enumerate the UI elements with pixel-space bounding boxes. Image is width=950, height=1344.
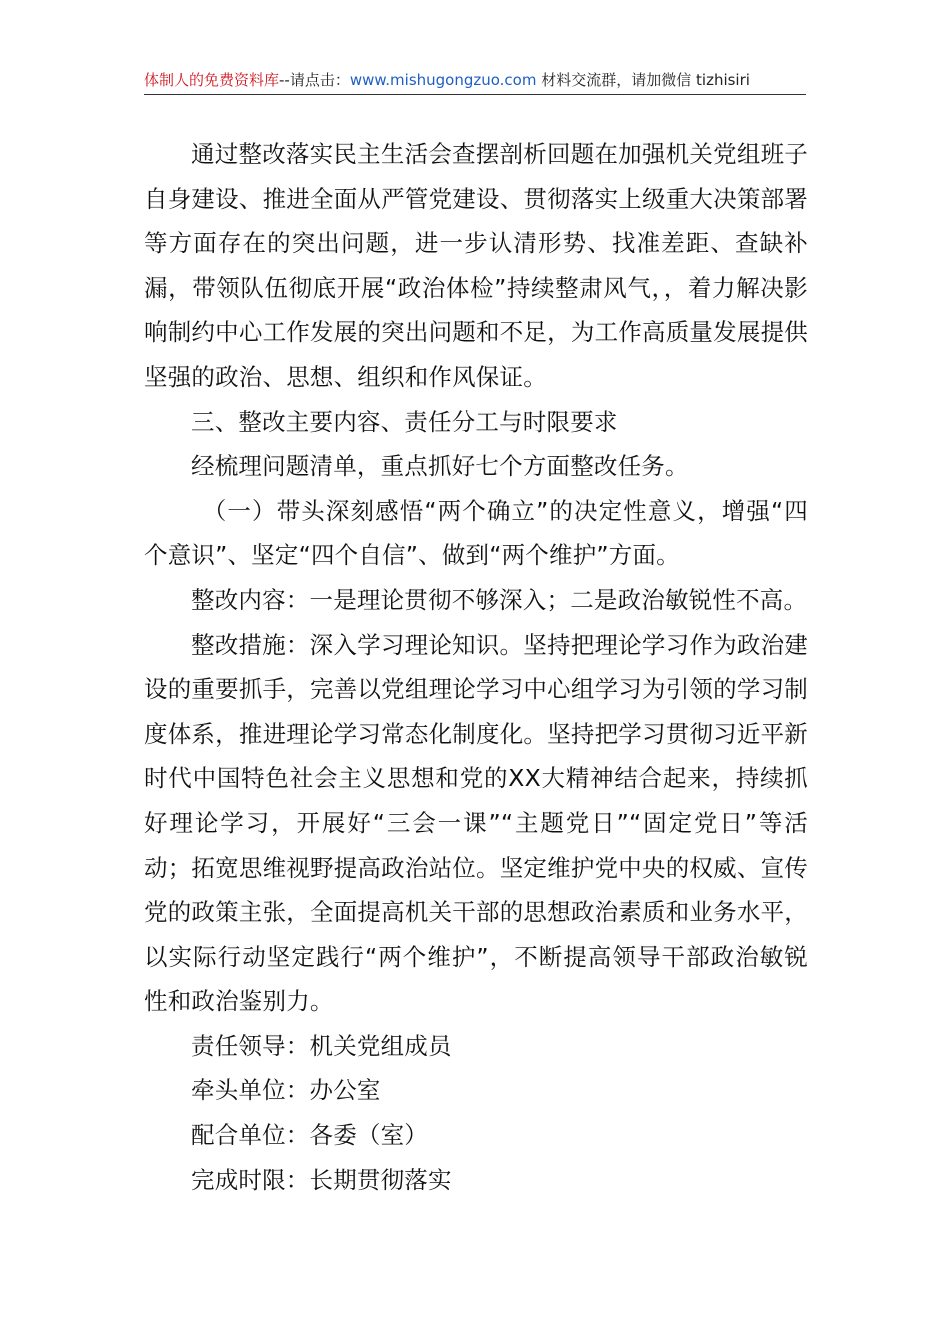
paragraph-rectification-content: 整改内容：一是理论贯彻不够深入；二是政治敏锐性不高。	[191, 585, 808, 614]
paragraph-lead-unit: 牵头单位：办公室	[191, 1076, 381, 1105]
header-url-link[interactable]: www.mishugongzuo.com	[349, 71, 537, 89]
page-header	[144, 68, 806, 95]
paragraph-rectification-measures: 整改措施：深入学习理论知识。坚持把理论学习作为政治建设的重要抓手，完善以党组理论学习中心组学习为引领的学习制度体系，推进理论学习常态化制度化。坚持把学习贯彻习近平新时代中国特色社会主义思想和党的XX大精神结合起来，持续抓好理论学习，开展好“三会一课”“主题党日”“固定党日”等活动；拓宽思维视野提高政治站位。坚定维护党中央的权威、宣传党的政策主张，全面提高机关干部的思想政治素质和业务水平，以实际行动坚定践行“两个维护”，不断提高领导干部政治敏锐性和政治鉴别力。	[144, 630, 808, 1016]
header-prompt: --请点击：	[279, 71, 350, 89]
document-body	[144, 132, 808, 1202]
paragraph-deadline: 完成时限：长期贯彻落实	[191, 1165, 452, 1194]
subsection-heading-1: （一）带头深刻感悟“两个确立”的决定性意义，增强“四个意识”、坚定“四个自信”、做到“两个维护”方面。	[144, 496, 808, 570]
section-heading-3: 三、整改主要内容、责任分工与时限要求	[191, 407, 618, 436]
header-contact: 材料交流群，请加微信 tizhisiri	[536, 71, 750, 89]
paragraph-cooperating-unit: 配合单位：各委（室）	[191, 1121, 428, 1150]
header-brand: 体制人的免费资料库	[144, 71, 280, 89]
paragraph-purpose: 通过整改落实民主生活会查摆剖析回题在加强机关党组班子自身建设、推进全面从严管党建设、贯彻落实上级重大决策部署等方面存在的突出问题，进一步认清形势、找准差距、查缺补漏，带领队伍彻底开展“政治体检”持续整肃风气，，着力解决影响制约中心工作发展的突出问题和不足，为工作高质量发展提供坚强的政治、思想、组织和作风保证。	[144, 140, 808, 391]
paragraph-responsible-leader: 责任领导：机关党组成员	[191, 1031, 452, 1060]
paragraph-task-summary: 经梳理问题清单，重点抓好七个方面整改任务。	[191, 452, 689, 481]
